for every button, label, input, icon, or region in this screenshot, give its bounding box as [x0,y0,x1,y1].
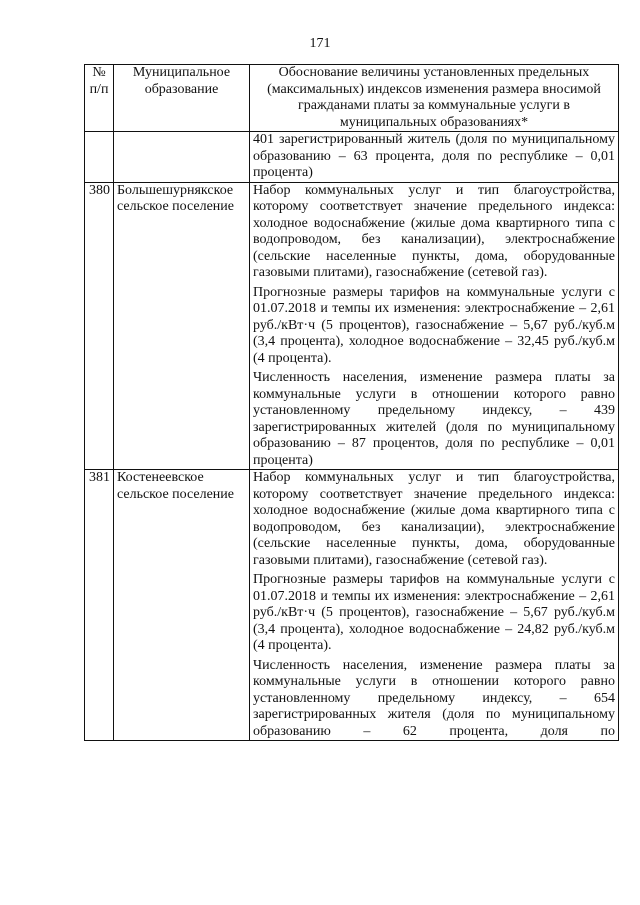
row-number: 381 [85,470,114,741]
justification-paragraph: Прогнозные размеры тарифов на коммунальные услуги с 01.07.2018 и темпы их изменения: электроснабжение – 2,61 руб./кВт·ч (5 процентов), газоснабжение – 5,67 руб./куб.м (3,4 процента), холодное водоснабжение – 24,82 руб./куб.м (4 процента). [253,572,615,653]
header-municipality: Муниципальное образование [114,65,250,132]
continuation-paragraph: 401 зарегистрированный житель (доля по муниципальному образованию – 63 процента, доля по республике – 0,01 процента) [253,132,615,180]
cell-justification-continuation [250,132,619,183]
table-header-row [85,65,619,132]
row-municipality: Костенеевское сельское поселение [114,470,250,741]
row-justification [250,182,619,470]
row-number: 380 [85,182,114,470]
row-municipality: Большешурнякское сельское поселение [114,182,250,470]
justification-paragraph: Прогнозные размеры тарифов на коммунальные услуги с 01.07.2018 и темпы их изменения: электроснабжение – 2,61 руб./кВт·ч (5 процентов), газоснабжение – 5,67 руб./куб.м (3,4 процента), холодное водоснабжение – 32,45 руб./куб.м (4 процента). [253,284,615,366]
tariff-index-table [84,64,619,741]
page-number: 171 [309,36,331,51]
table-row-continuation [85,132,619,183]
row-justification [250,470,619,741]
justification-paragraph: Численность населения, изменение размера платы за коммунальные услуги в отношении которого равно установленному предельному индексу, – 654 зарегистрированных жителя (доля по муниципальному образованию – 62 процента, доля по [253,657,615,739]
header-justification: Обоснование величины установленных предельных (максимальных) индексов изменения размера вносимой гражданами платы за коммунальные услуги в муниципальных образованиях* [250,65,619,132]
justification-paragraph: Набор коммунальных услуг и тип благоустройства, которому соответствует значение предельного индекса: холодное водоснабжение (жилые дома квартирного типа с водопроводом, без канализации), электроснабжение (сельские населенные пункты, дома, оборудованные газовыми плитами), газоснабжение (сетевой газ). [253,182,615,280]
table-row [85,470,619,741]
cell-num-empty [85,132,114,183]
cell-municipality-empty [114,132,250,183]
justification-paragraph: Численность населения, изменение размера платы за коммунальные услуги в отношении которого равно установленному предельному индексу, – 439 зарегистрированных жителей (доля по муниципальному образованию – 87 процентов, доля по республике – 0,01 процента) [253,370,615,468]
header-num: № п/п [85,65,114,132]
table-row [85,182,619,470]
justification-paragraph: Набор коммунальных услуг и тип благоустройства, которому соответствует значение предельного индекса: холодное водоснабжение (жилые дома квартирного типа с водопроводом, без канализации), электроснабжение (сельские населенные пункты, дома, оборудованные газовыми плитами), газоснабжение (сетевой газ). [253,470,615,568]
